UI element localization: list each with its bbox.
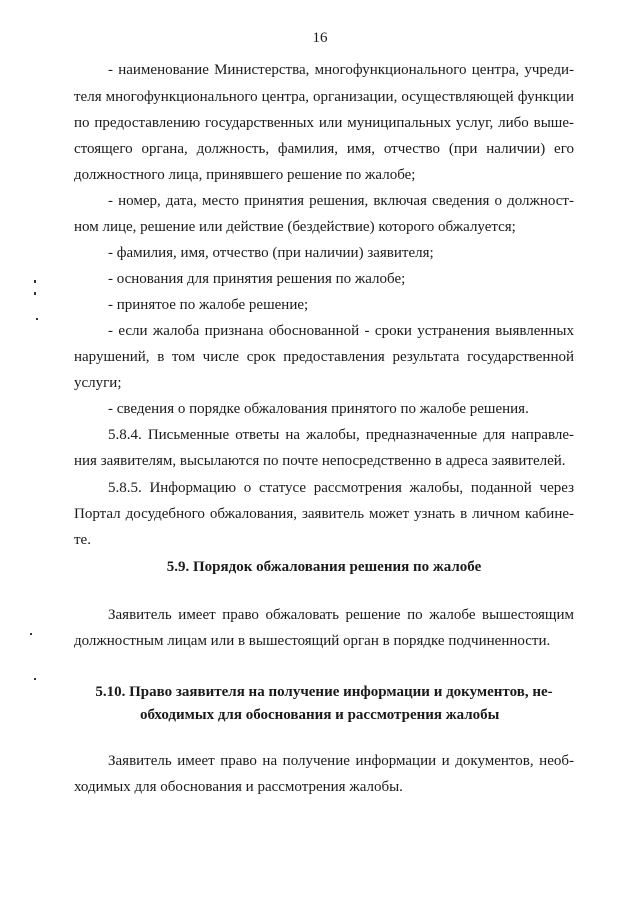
text-line: 5.8.4. Письменные ответы на жалобы, предназначенные для направле-: [108, 427, 574, 443]
text-line: - фамилия, имя, отчество (при наличии) заявителя;: [108, 245, 434, 261]
text-line: Портал досудебного обжалования, заявитель может узнать в личном кабине-: [74, 506, 574, 522]
text-line: нарушений, в том числе срок предоставления результата государственной: [74, 349, 574, 365]
page-number: 16: [312, 30, 328, 46]
text-line: услуги;: [74, 375, 122, 391]
text-line: должностного лица, принявшего решение по жалобе;: [74, 167, 416, 183]
text-line: - номер, дата, место принятия решения, включая сведения о должност-: [108, 193, 574, 209]
text-line: Заявитель имеет право на получение информации и документов, необ-: [108, 753, 574, 769]
section-heading: обходимых для обоснования и рассмотрения жалобы: [140, 707, 500, 723]
text-line: - наименование Министерства, многофункционального центра, учреди-: [108, 62, 574, 78]
scan-mark: [34, 678, 36, 680]
text-line: теля многофункционального центра, организации, осуществляющей функции: [74, 89, 574, 105]
scan-mark: [36, 318, 38, 320]
scan-mark: [34, 280, 36, 283]
text-line: 5.8.5. Информацию о статусе рассмотрения жалобы, поданной через: [108, 480, 574, 496]
text-line: ходимых для обоснования и рассмотрения жалобы.: [74, 779, 403, 795]
text-line: ния заявителям, высылаются по почте непосредственно в адреса заявителей.: [74, 453, 566, 469]
section-heading: 5.9. Порядок обжалования решения по жалобе: [166, 559, 482, 575]
text-line: должностным лицам или в вышестоящий орган в порядке подчиненности.: [74, 633, 551, 649]
text-line: - основания для принятия решения по жалобе;: [108, 271, 406, 287]
text-line: те.: [74, 532, 91, 548]
section-heading: 5.10. Право заявителя на получение информации и документов, не-: [95, 684, 553, 700]
scan-mark: [34, 292, 36, 295]
text-line: Заявитель имеет право обжаловать решение по жалобе вышестоящим: [108, 607, 574, 623]
text-line: - если жалоба признана обоснованной - сроки устранения выявленных: [108, 323, 574, 339]
text-line: - сведения о порядке обжалования принятого по жалобе решения.: [108, 401, 529, 417]
text-line: - принятое по жалобе решение;: [108, 297, 309, 313]
text-line: стоящего органа, должность, фамилия, имя, отчество (при наличии) его: [74, 141, 574, 157]
text-line: ном лице, решение или действие (бездействие) которого обжалуется;: [74, 219, 516, 235]
text-line: по предоставлению государственных или муниципальных услуг, либо выше-: [74, 115, 574, 131]
scan-mark: [30, 633, 32, 635]
